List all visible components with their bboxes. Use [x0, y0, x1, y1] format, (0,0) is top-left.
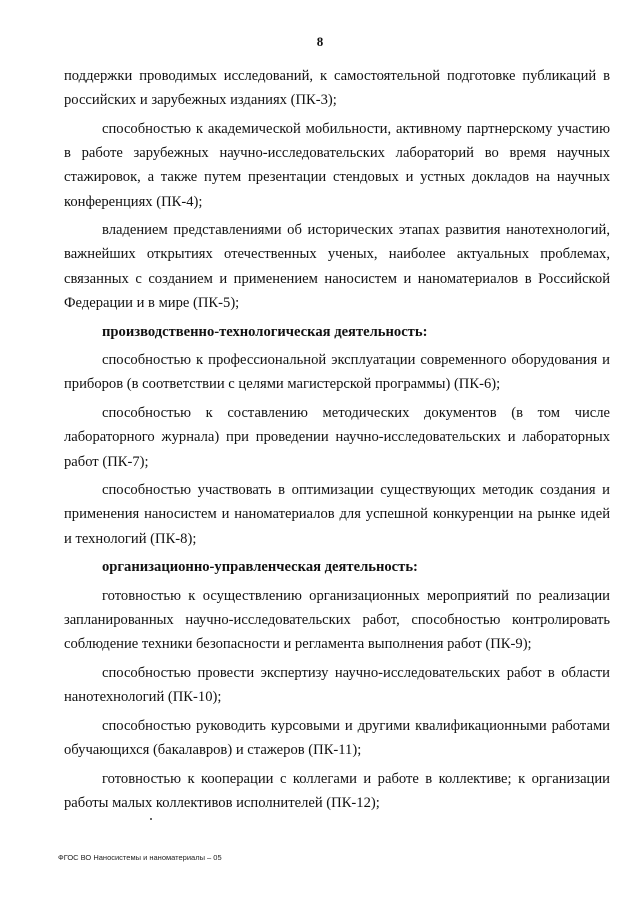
page-footer: ФГОС ВО Наносистемы и наноматериалы – 05	[58, 853, 222, 862]
page-number: 8	[316, 34, 324, 49]
paragraph-pk10: способностью провести экспертизу научно-исследовательских работ в области нанотехнологий (ПК-10);	[64, 665, 610, 706]
paragraph-pk9: готовностью к осуществлению организационных мероприятий по реализации запланированных научно-исследовательских работ, способностью контролировать соблюдение техники безопасности и регламента выполнения работ (ПК-9);	[64, 588, 610, 653]
scan-speck	[150, 818, 152, 820]
paragraph-pk8: способностью участвовать в оптимизации существующих методик создания и применения наносистем и наноматериалов для успешной конкуренции на рынке идей и технологий (ПК-8);	[64, 482, 610, 547]
paragraph-pk4: способностью к академической мобильности, активному партнерскому участию в работе зарубежных научно-исследовательских лабораторий во время научных стажировок, а также путем презентации стендовых и устных докладов на научных конференциях (ПК-4);	[64, 120, 610, 210]
paragraph-pk7: способностью к составлению методических документов (в том числе лабораторного журнала) при проведении научно-исследовательских и лабораторных работ (ПК-7);	[64, 405, 610, 470]
paragraph-pk5: владением представлениями об исторических этапах развития нанотехнологий, важнейших открытиях отечественных ученых, наиболее актуальных проблемах, связанных с созданием и применением наносистем и наноматериалов в Российской Федерации и в мире (ПК-5);	[64, 222, 610, 311]
section-heading-management: организационно-управленческая деятельность:	[102, 559, 418, 576]
section-heading-production: производственно-технологическая деятельность:	[102, 323, 428, 340]
paragraph-pk11: способностью руководить курсовыми и другими квалификационными работами обучающихся (бакалавров) и стажеров (ПК-11);	[64, 718, 610, 759]
paragraph-pk6: способностью к профессиональной эксплуатации современного оборудования и приборов (в соответствии с целями магистерской программы) (ПК-6);	[64, 352, 610, 393]
document-body	[64, 64, 610, 820]
paragraph-pk12: готовностью к кооперации с коллегами и работе в коллективе; к организации работы малых коллективов исполнителей (ПК-12);	[64, 770, 610, 812]
paragraph-pk3-continuation: поддержки проводимых исследований, к самостоятельной подготовке публикаций в российских и зарубежных изданиях (ПК-3);	[64, 68, 610, 109]
